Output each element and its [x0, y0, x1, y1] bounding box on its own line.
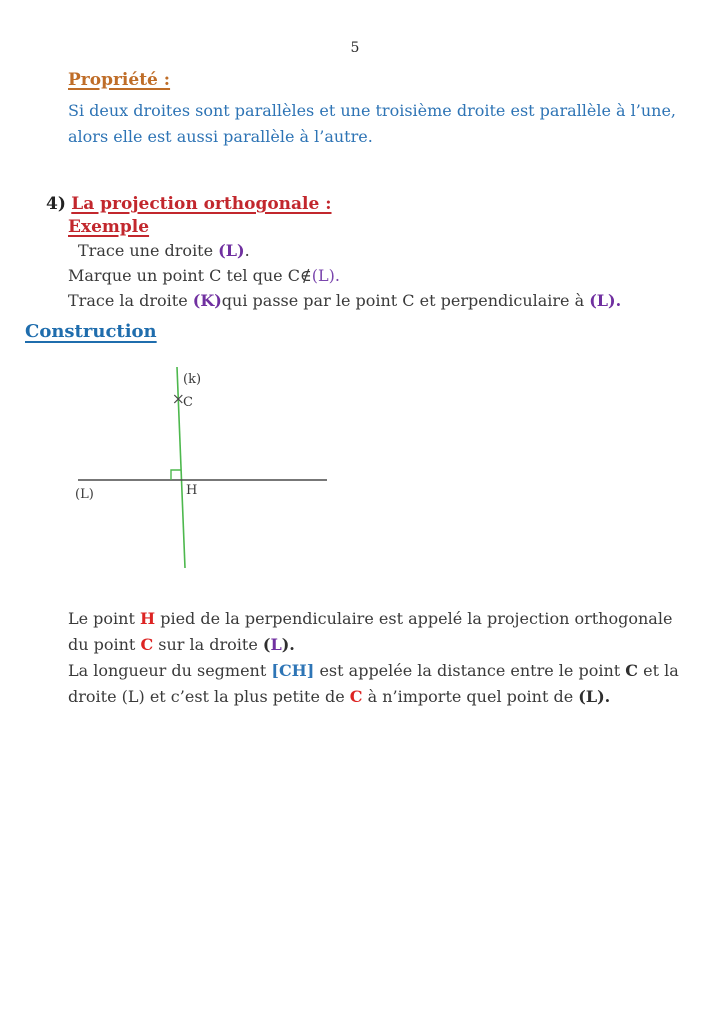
right-angle-mark: [171, 470, 181, 480]
point-c-bold: C: [625, 661, 639, 680]
conclusion-text: Le point: [68, 609, 140, 628]
figure-label-h: H: [186, 483, 198, 498]
conclusion-line-1: [68, 606, 679, 632]
construction-figure: [60, 360, 350, 575]
section-number: 4): [46, 194, 66, 214]
section-heading: La projection orthogonale :: [71, 194, 332, 214]
segment-ch-blue: [CH]: [271, 661, 315, 680]
line-l-bold: (L).: [578, 687, 611, 706]
conclusion-paragraph: [68, 606, 679, 710]
conclusion-text: du point: [68, 635, 141, 654]
conclusion-line-2: [68, 632, 679, 658]
conclusion-text: et la: [638, 661, 679, 680]
section-4-heading-row: [46, 193, 332, 215]
conclusion-line-3: [68, 658, 679, 684]
step1-text: Trace une droite: [78, 241, 219, 260]
page-number: 5: [350, 40, 360, 56]
exemple-step-1: [78, 241, 250, 261]
exemple-step-3: [68, 291, 621, 311]
step3-line-k: (K): [192, 291, 222, 310]
construction-heading: Construction: [25, 321, 157, 342]
point-c-red: C: [140, 635, 154, 654]
exemple-heading: [68, 217, 149, 237]
propriete-heading: Propriété :: [68, 70, 171, 90]
point-h-red: H: [140, 609, 156, 628]
propriete-paragraph: [68, 98, 676, 150]
propriete-line2: alors elle est aussi parallèle à l’autre.: [68, 127, 373, 146]
figure-label-l: (L): [75, 487, 94, 502]
step1-period: .: [244, 241, 250, 260]
conclusion-text: à n’importe quel point de: [362, 687, 579, 706]
step1-line-l: (L): [218, 241, 245, 260]
exemple-label: Exemple: [68, 217, 150, 237]
conclusion-text: est appelée la distance entre le point: [314, 661, 626, 680]
step2-text: Marque un point C tel que C∉: [68, 266, 312, 285]
conclusion-text: pied de la perpendiculaire est appelé la projection orthogonale: [155, 609, 673, 628]
line-l-letter: L: [270, 635, 282, 654]
step2-line-l: (L).: [311, 266, 340, 285]
figure-label-c: C: [183, 395, 193, 410]
conclusion-text: sur la droite: [153, 635, 263, 654]
exemple-step-2: [68, 266, 340, 286]
paren-open: (: [262, 635, 271, 654]
figure-label-k: (k): [183, 372, 202, 387]
step3-text-mid: qui passe par le point C et perpendiculaire à: [221, 291, 590, 310]
paren-close: ).: [281, 635, 295, 654]
conclusion-text: La longueur du segment: [68, 661, 272, 680]
conclusion-line-4: [68, 684, 679, 710]
point-c-red-2: C: [349, 687, 363, 706]
conclusion-text: droite (L) et c’est la plus petite de: [68, 687, 350, 706]
step3-text: Trace la droite: [68, 291, 193, 310]
step3-line-l: (L).: [589, 291, 622, 310]
propriete-line1: Si deux droites sont parallèles et une troisième droite est parallèle à l’une,: [68, 101, 676, 120]
